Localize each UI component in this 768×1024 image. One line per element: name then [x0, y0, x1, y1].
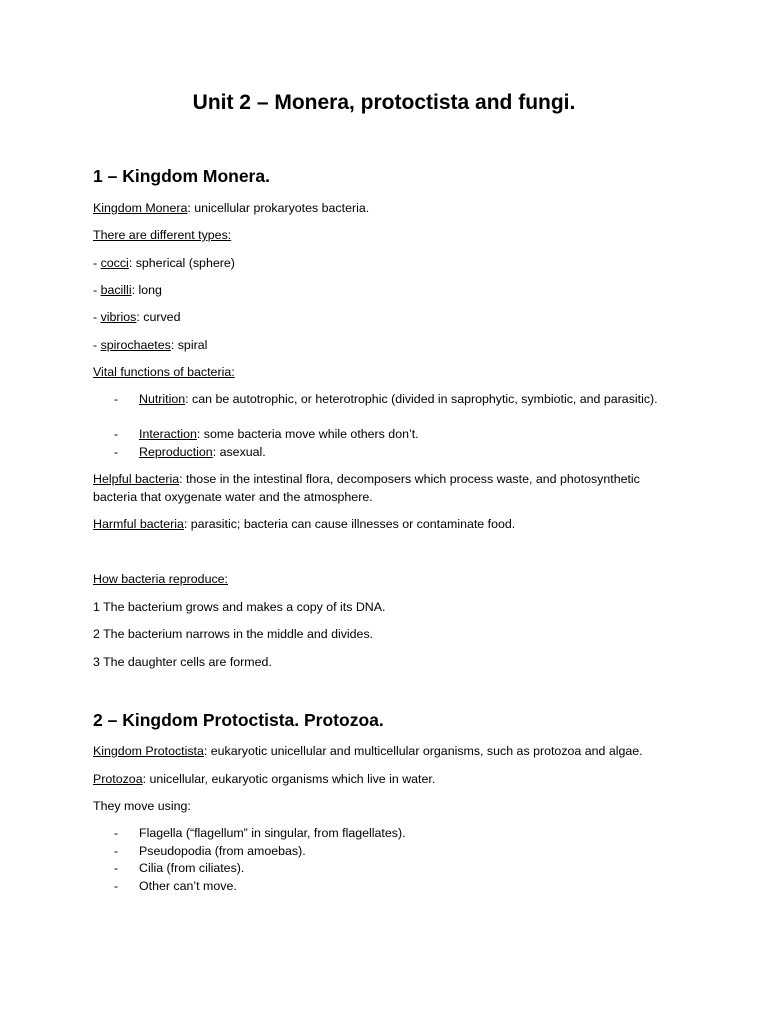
- types-heading: There are different types:: [93, 228, 232, 242]
- step-item: 3 The daughter cells are formed.: [93, 655, 272, 669]
- list-text: : some bacteria move while others don’t.: [196, 427, 419, 441]
- protoctista-definition: [93, 743, 643, 759]
- section-heading-monera: 1 – Kingdom Monera.: [93, 166, 270, 186]
- list-item: [114, 825, 674, 842]
- list-item-text: [139, 426, 664, 443]
- vital-functions-heading: Vital functions of bacteria:: [93, 365, 235, 379]
- list-text: : asexual.: [212, 445, 266, 459]
- movement-heading: They move using:: [93, 799, 191, 813]
- list-text: Pseudopodia (from amoebas).: [139, 844, 306, 858]
- reproduction-heading: How bacteria reproduce:: [93, 572, 228, 586]
- type-text: : long: [131, 283, 162, 297]
- list-term: Nutrition: [139, 392, 186, 406]
- list-dash: -: [114, 427, 119, 441]
- monera-definition: [93, 200, 369, 216]
- list-dash: -: [114, 826, 119, 840]
- list-item: [114, 444, 674, 461]
- type-prefix: -: [93, 338, 101, 352]
- list-item: [114, 391, 674, 425]
- list-text: Other can’t move.: [139, 879, 237, 893]
- term-kingdom-monera: Kingdom Monera: [93, 201, 188, 215]
- type-item: [93, 282, 162, 298]
- definition-text: : eukaryotic unicellular and multicellular organisms, such as protozoa and algae.: [203, 744, 643, 758]
- type-item: [93, 337, 207, 353]
- list-dash: -: [114, 879, 119, 893]
- type-prefix: -: [93, 283, 101, 297]
- harmful-bacteria-line: [93, 516, 515, 532]
- section-heading-protoctista: 2 – Kingdom Protoctista. Protozoa.: [93, 710, 384, 730]
- type-item: [93, 255, 235, 271]
- list-item: [114, 860, 674, 877]
- helpful-bacteria-line-2: bacteria that oxygenate water and the atmosphere.: [93, 490, 373, 504]
- type-term: cocci: [100, 256, 129, 270]
- list-term: Reproduction: [139, 445, 213, 459]
- list-dash: -: [114, 392, 119, 406]
- type-term: vibrios: [100, 310, 137, 324]
- list-text: Flagella (“flagellum” in singular, from flagellates).: [139, 826, 406, 840]
- term-kingdom-protoctista: Kingdom Protoctista: [93, 744, 204, 758]
- list-term: Interaction: [139, 427, 197, 441]
- type-item: [93, 309, 180, 325]
- type-prefix: -: [93, 256, 101, 270]
- list-dash: -: [114, 861, 119, 875]
- term-helpful-bacteria: Helpful bacteria: [93, 472, 180, 486]
- harmful-text: : parasitic; bacteria can cause illnesses or contaminate food.: [183, 517, 516, 531]
- type-term: spirochaetes: [100, 338, 171, 352]
- type-prefix: -: [93, 310, 101, 324]
- term-harmful-bacteria: Harmful bacteria: [93, 517, 184, 531]
- list-item: [114, 426, 674, 443]
- helpful-bacteria-line: [93, 471, 640, 487]
- list-dash: -: [114, 844, 119, 858]
- type-term: bacilli: [100, 283, 132, 297]
- page-title: Unit 2 – Monera, protoctista and fungi.: [192, 91, 576, 114]
- term-protozoa: Protozoa: [93, 772, 143, 786]
- list-item-text: [139, 391, 664, 408]
- list-item: [114, 878, 674, 895]
- list-item-text: [139, 444, 664, 461]
- step-item: 1 The bacterium grows and makes a copy of its DNA.: [93, 600, 386, 614]
- list-text: Cilia (from ciliates).: [139, 861, 245, 875]
- definition-text: : unicellular prokaryotes bacteria.: [187, 201, 370, 215]
- protozoa-definition: [93, 771, 435, 787]
- step-item: 2 The bacterium narrows in the middle and divides.: [93, 627, 374, 641]
- helpful-text: : those in the intestinal flora, decomposers which process waste, and photosynthetic: [179, 472, 640, 486]
- list-text: : can be autotrophic, or heterotrophic (divided in saprophytic, symbiotic, and parasitic).: [185, 392, 658, 406]
- definition-text: : unicellular, eukaryotic organisms which live in water.: [142, 772, 436, 786]
- list-item: [114, 843, 674, 860]
- type-text: : curved: [136, 310, 181, 324]
- type-text: : spiral: [170, 338, 208, 352]
- type-text: : spherical (sphere): [128, 256, 235, 270]
- list-dash: -: [114, 445, 119, 459]
